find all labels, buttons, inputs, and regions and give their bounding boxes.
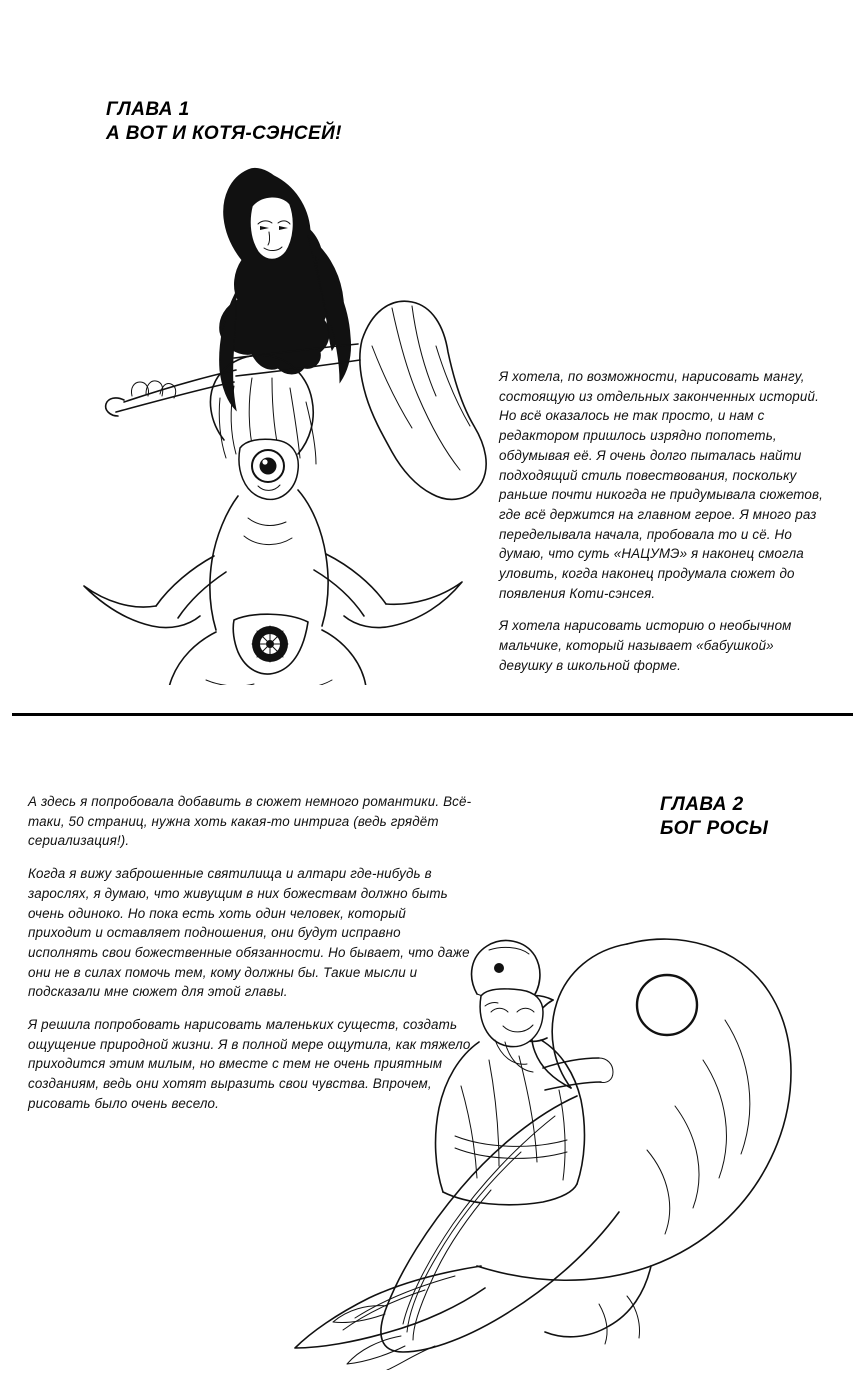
chapter-2-paragraph-3: Я решила попробовать нарисовать маленьких существ, создать ощущение природной жизни. Я в полной мере ощутила, как тяжело приходится этим милым, но вместе с тем не очень приятным созданиям, ведь они хотят выразить свои чувства. Впрочем, рисовать было очень весело. bbox=[28, 1017, 471, 1111]
chapter-1-heading-line1: ГЛАВА 1 bbox=[106, 99, 190, 120]
section-divider bbox=[12, 713, 853, 716]
chapter-1-commentary bbox=[499, 367, 829, 676]
chapter-2-heading bbox=[660, 793, 860, 842]
chapter-2-illustration bbox=[255, 900, 850, 1370]
chapter-2-heading-line2: БОГ РОСЫ bbox=[660, 818, 769, 840]
chapter-1-paragraph-1: Я хотела, по возможности, нарисовать мангу, состоящую из отдельных законченных историй. Но всё оказалось не так просто, и нам с редактором пришлось изрядно попотеть, обдумывая её. Я очень долго пыталась найти подходящий стиль повествования, поскольку раньше почти никогда не придумывала сюжетов, где всё держится на главном герое. Я много раз переделывала начала, пробовала то и сё. Но думаю, что суть «НАЦУМЭ» я наконец смогла уловить, когда наконец продумала сюжет до появления Коти-сэнсея. bbox=[499, 369, 824, 601]
chapter-1-paragraph-2: Я хотела нарисовать историю о необычном мальчике, который называет «бабушкой» девушку в школьной форме. bbox=[499, 618, 792, 673]
chapter-2-heading-line1: ГЛАВА 2 bbox=[660, 794, 744, 815]
chapter-1-heading-line2: А ВОТ И КОТЯ-СЭНСЕЙ! bbox=[106, 123, 342, 145]
giant-bird-figure bbox=[295, 939, 791, 1370]
chapter-1-illustration bbox=[20, 140, 490, 685]
chapter-2-paragraph-2: Когда я вижу заброшенные святилища и алтари где-нибудь в зарослях, я думаю, что живущим в них божествам должно быть очень одиноко. Но пока есть хоть один человек, который приходит и оставляет подношения, они будут исправно исполнять свои божественные обязанности. Но бывает, что даже они не в силах помочь тем, кому должны бы. Такие мысли и подсказали мне сюжет для этой главы. bbox=[28, 866, 470, 1000]
old-man-figure bbox=[436, 941, 613, 1205]
spirit-woman-figure bbox=[106, 168, 487, 499]
chapter-2-paragraph-1: А здесь я попробовала добавить в сюжет немного романтики. Всё-таки, 50 страниц, нужна хоть какая-то интрига (ведь грядёт сериализация!). bbox=[28, 794, 472, 849]
